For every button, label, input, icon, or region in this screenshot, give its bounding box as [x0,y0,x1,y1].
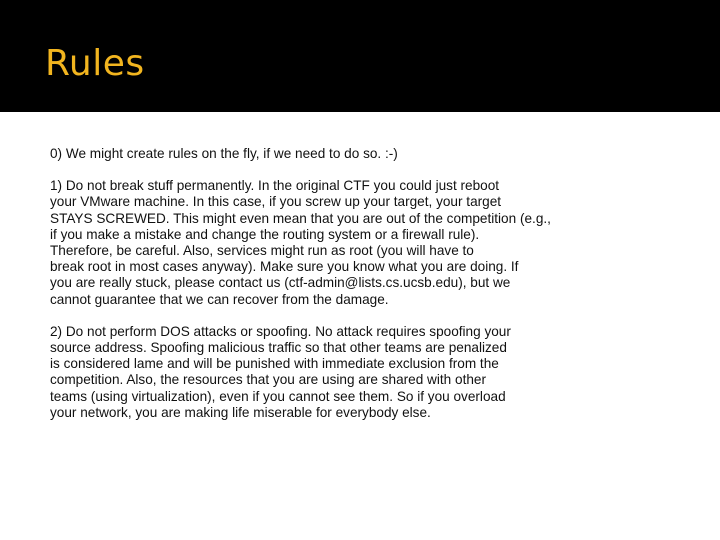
rule-line: you are really stuck, please contact us (ctf-admin@lists.cs.ucsb.edu), but we [50,275,511,291]
rule-line: competition. Also, the resources that you are using are shared with other [50,372,486,388]
rule-line: source address. Spoofing malicious traffic so that other teams are penalized [50,340,507,356]
rule-line: your network, you are making life miserable for everybody else. [50,404,431,420]
rule-line: 0) We might create rules on the fly, if we need to do so. :-) [50,146,398,161]
rule-line: teams (using virtualization), even if you cannot see them. So if you overload [50,388,506,404]
rule-line: STAYS SCREWED. This might even mean that you are out of the competition (e.g., [50,210,551,226]
slide-header [0,0,720,112]
rule-line: 2) Do not perform DOS attacks or spoofing. No attack requires spoofing your [50,323,511,339]
rule-2 [50,324,690,421]
rule-line: if you make a mistake and change the routing system or a firewall rule). [50,226,480,242]
rule-line: 1) Do not break stuff permanently. In the original CTF you could just reboot [50,178,500,194]
rule-0 [50,146,690,162]
rule-line: cannot guarantee that we can recover from the damage. [50,291,389,307]
rule-1 [50,178,690,308]
rule-line: your VMware machine. In this case, if you screw up your target, your target [50,194,502,210]
slide-title: Rules [45,43,145,84]
rule-line: break root in most cases anyway). Make sure you know what you are doing. If [50,259,519,275]
rule-line: Therefore, be careful. Also, services might run as root (you will have to [50,243,474,259]
slide-body [50,146,690,437]
rule-line: is considered lame and will be punished with immediate exclusion from the [50,356,499,372]
